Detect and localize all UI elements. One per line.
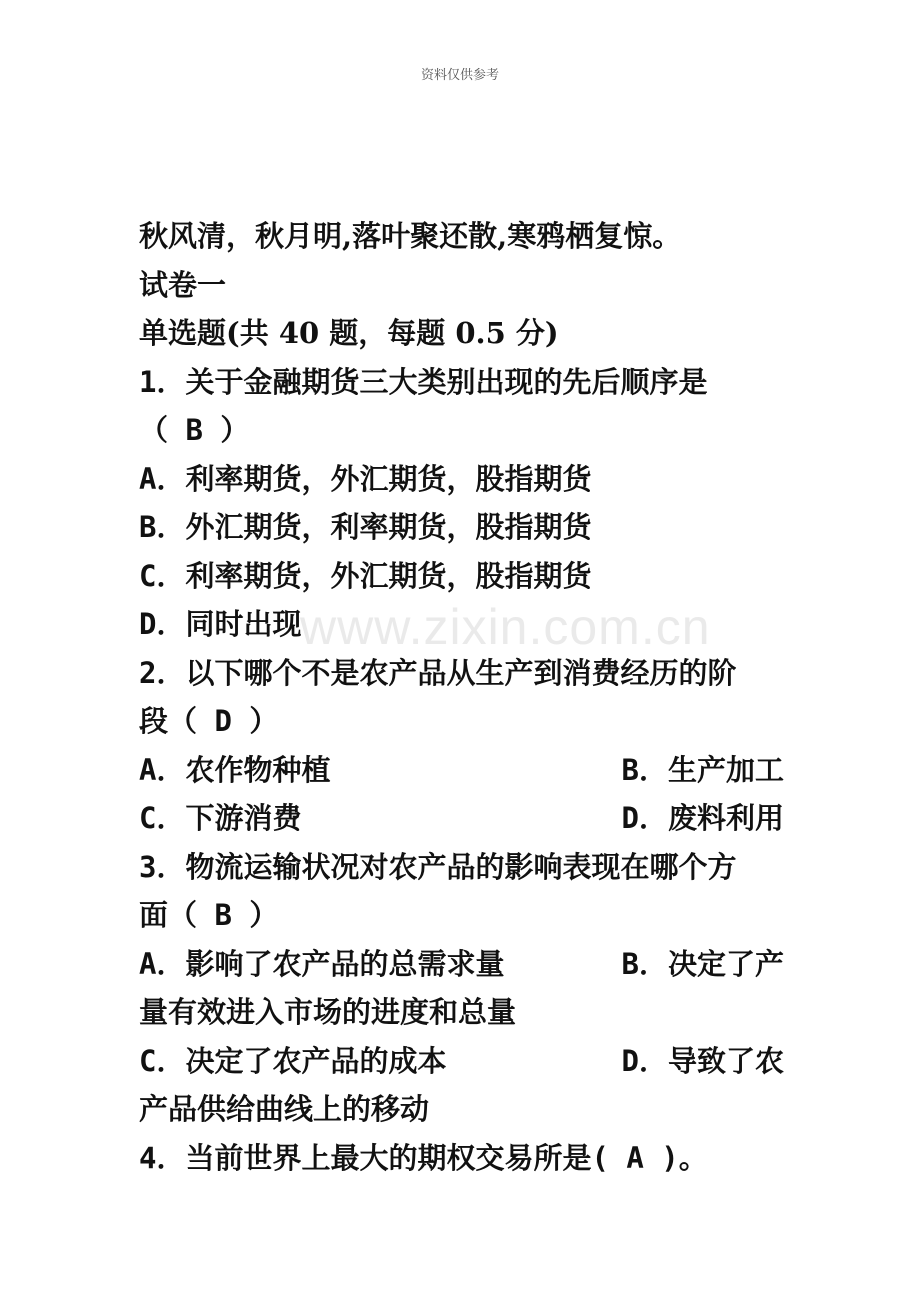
question-3-text: 3．物流运输状况对农产品的影响表现在哪个方	[139, 849, 737, 884]
question-3-option-c: C．决定了农产品的成本	[139, 1043, 447, 1078]
opening-verse: 秋风清，秋月明,落叶聚还散,寒鸦栖复惊。	[139, 219, 682, 253]
question-2-option-b: B．生产加工	[621, 752, 784, 787]
question-2-option-a: A．农作物种植	[139, 752, 331, 787]
question-2-options-row-1	[139, 746, 784, 795]
question-3-option-d-start: D．导致了农	[621, 1043, 784, 1078]
question-1-option-b: B．外汇期货，利率期货，股指期货	[139, 510, 592, 544]
question-3-options-row-1	[139, 940, 784, 989]
exam-title: 试卷一	[139, 267, 227, 302]
question-2-option-c: C．下游消费	[139, 801, 302, 835]
watermark: www.zixin.com.cn	[300, 599, 711, 655]
question-2-text: 2．以下哪个不是农产品从生产到消费经历的阶	[139, 655, 737, 690]
question-4-text: 4．当前世界上最大的期权交易所是( A )。	[139, 1140, 708, 1175]
question-1-text: 1．关于金融期货三大类别出现的先后顺序是	[139, 364, 708, 399]
question-3-option-b-cont: 量有效进入市场的进度和总量	[139, 995, 517, 1029]
section-heading: 单选题(共 40 题，每题 0.5 分)	[139, 316, 559, 350]
question-1-option-d: D．同时出现	[139, 607, 302, 641]
question-2-option-d: D．废料利用	[621, 801, 784, 835]
question-3-options-row-2	[139, 1037, 784, 1086]
question-2-options-row-2	[139, 794, 784, 843]
page-header: 资料仅供参考	[420, 68, 499, 83]
question-1-option-c: C．利率期货，外汇期货，股指期货	[139, 558, 592, 593]
question-3-answer: 面（ B ）	[139, 898, 279, 932]
question-3-option-d-cont: 产品供给曲线上的移动	[139, 1092, 430, 1126]
question-3-option-a: A．影响了农产品的总需求量	[139, 946, 505, 981]
question-1-option-a: A．利率期货，外汇期货，股指期货	[139, 461, 592, 496]
question-3-option-b-start: B．决定了产	[621, 946, 784, 981]
document-body	[139, 212, 784, 1182]
question-2-answer: 段（ D ）	[139, 704, 279, 738]
question-1-answer: （ B ）	[139, 413, 250, 447]
